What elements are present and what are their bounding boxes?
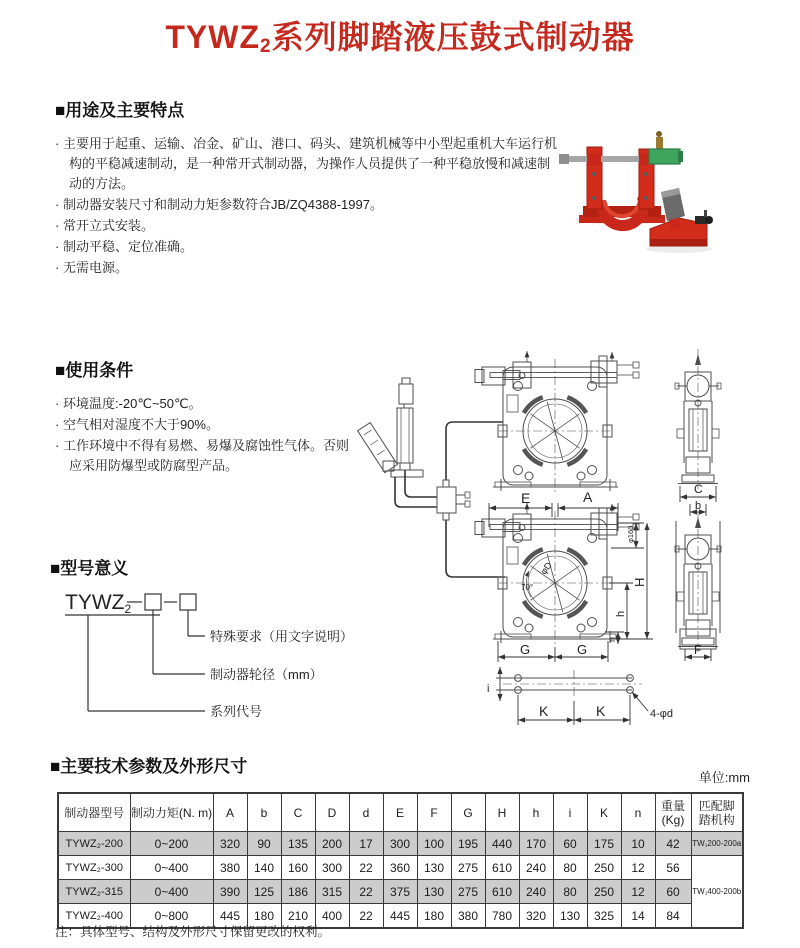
cell-dim: 60 <box>553 832 587 856</box>
plate-dimensions <box>496 667 648 725</box>
cell-dim: 90 <box>247 832 281 856</box>
cell-dim: 22 <box>349 856 383 880</box>
cell-weight: 42 <box>655 832 691 856</box>
col-weight-line1: 重量 <box>660 798 685 813</box>
dim-label-b: b <box>695 500 702 512</box>
specs-table <box>57 792 744 929</box>
footer-note: 注：具体型号、结构及外形尺寸保留更改的权利。 <box>55 925 331 939</box>
technical-drawing <box>355 345 800 747</box>
cell-dim: 780 <box>485 904 519 929</box>
conditions-list <box>55 394 360 476</box>
cell-model: TYWZ₂-200 <box>58 832 130 856</box>
col-dim: F <box>417 793 451 832</box>
cell-weight: 84 <box>655 904 691 929</box>
dim-label-A: A <box>583 489 593 505</box>
spec-row <box>58 856 743 880</box>
col-dim: A <box>213 793 247 832</box>
pedal-lever <box>358 423 398 473</box>
cell-dim: 440 <box>485 832 519 856</box>
dim-label-C: C <box>694 482 703 496</box>
cell-dim: 100 <box>417 832 451 856</box>
conditions-heading: ■使用条件 <box>55 361 134 380</box>
cell-dim: 610 <box>485 856 519 880</box>
cell-dim: 22 <box>349 880 383 904</box>
col-dim: h <box>519 793 553 832</box>
specs-heading: ■主要技术参数及外形尺寸 <box>50 757 248 776</box>
cell-pedal-merged: TW₁400-200b <box>691 856 743 929</box>
cell-dim: 275 <box>451 856 485 880</box>
feature-item: · 无需电源。 <box>55 260 128 275</box>
col-dim: n <box>621 793 655 832</box>
cell-model: TYWZ₂-315 <box>58 880 130 904</box>
cell-dim: 325 <box>587 904 621 929</box>
section-conditions <box>55 356 360 477</box>
dim-label-K-right: K <box>596 703 606 719</box>
feature-item: · 制动器安装尺寸和制动力矩参数符合JB/ZQ4388-1997。 <box>55 197 383 212</box>
dim-label-F: F <box>694 643 702 657</box>
model-label-special: 特殊要求（用文字说明） <box>210 629 354 644</box>
col-dim: G <box>451 793 485 832</box>
cell-dim: 320 <box>213 832 247 856</box>
cell-dim: 360 <box>383 856 417 880</box>
title-subscript: 2 <box>260 36 272 57</box>
cell-dim: 250 <box>587 856 621 880</box>
cell-dim: 22 <box>349 904 383 929</box>
section-features <box>55 96 560 279</box>
cell-dim: 375 <box>383 880 417 904</box>
cell-dim: 210 <box>281 904 315 929</box>
col-weight-line2: (Kg) <box>661 812 685 827</box>
col-pedal-line2: 踏机构 <box>698 812 735 827</box>
cell-dim: 180 <box>417 904 451 929</box>
cell-dim: 200 <box>315 832 349 856</box>
cell-dim: 135 <box>281 832 315 856</box>
col-dim: H <box>485 793 519 832</box>
model-label-wheel: 制动器轮径（mm） <box>210 667 323 682</box>
condition-item: · 空气相对湿度不大于90%。 <box>55 417 219 432</box>
col-dim: b <box>247 793 281 832</box>
foot-pedal-pump <box>358 378 423 477</box>
brake-photo <box>559 131 713 253</box>
product-photo <box>557 116 795 298</box>
col-pedal-line1: 匹配脚 <box>698 798 735 813</box>
cell-model: TYWZ₂-300 <box>58 856 130 880</box>
cell-dim: 12 <box>621 880 655 904</box>
model-code-subscript: 2 <box>124 602 132 616</box>
cell-weight: 60 <box>655 880 691 904</box>
dim-label-phiD: φD <box>538 560 554 577</box>
dim-label-K-left: K <box>539 703 549 719</box>
cell-dim: 300 <box>383 832 417 856</box>
side-view-dimensioned <box>675 512 721 652</box>
cell-dim: 175 <box>587 832 621 856</box>
cell-dim: 80 <box>553 856 587 880</box>
cell-dim: 195 <box>451 832 485 856</box>
cell-dim: 10 <box>621 832 655 856</box>
side-view-top <box>675 349 721 489</box>
cell-dim: 610 <box>485 880 519 904</box>
col-model: 制动器型号 <box>58 793 130 832</box>
unit-note: 单位:mm <box>698 770 750 785</box>
cell-dim: 250 <box>587 880 621 904</box>
cell-dim: 130 <box>417 856 451 880</box>
cell-dim: 445 <box>213 904 247 929</box>
col-dim: C <box>281 793 315 832</box>
cell-torque: 0~200 <box>130 832 213 856</box>
dim-label-phi160: φ160 <box>626 525 635 543</box>
features-heading: ■用途及主要特点 <box>55 101 185 120</box>
col-dim: i <box>553 793 587 832</box>
model-label-series: 系列代号 <box>210 704 263 719</box>
front-view-dimensioned <box>475 503 639 647</box>
cell-dim: 140 <box>247 856 281 880</box>
cell-dim: 186 <box>281 880 315 904</box>
dim-label-n: n <box>607 636 617 642</box>
header-row <box>58 793 743 832</box>
section-specs <box>50 752 750 929</box>
dim-label-G-right: G <box>577 642 588 657</box>
cell-torque: 0~800 <box>130 904 213 929</box>
cell-dim: 17 <box>349 832 383 856</box>
cell-weight: 56 <box>655 856 691 880</box>
col-torque: 制动力矩(N. m) <box>130 793 213 832</box>
col-dim: K <box>587 793 621 832</box>
cell-dim: 320 <box>519 904 553 929</box>
cell-torque: 0~400 <box>130 856 213 880</box>
cell-dim: 240 <box>519 856 553 880</box>
cell-dim: 170 <box>519 832 553 856</box>
dim-label-E: E <box>521 490 531 506</box>
dim-label-G-left: G <box>520 642 531 657</box>
junction-block <box>437 480 470 520</box>
cell-dim: 390 <box>213 880 247 904</box>
cell-dim: 130 <box>553 904 587 929</box>
mounting-plate-plan <box>503 670 642 698</box>
model-code <box>65 591 131 616</box>
cell-dim: 160 <box>281 856 315 880</box>
hydraulic-cylinder-green <box>649 149 680 164</box>
cell-dim: 12 <box>621 856 655 880</box>
col-dim: d <box>349 793 383 832</box>
dim-label-h: h <box>615 610 627 617</box>
features-list <box>55 134 560 278</box>
cell-dim: 300 <box>315 856 349 880</box>
cell-dim: 380 <box>451 904 485 929</box>
dim-label-holes: 4-φd <box>650 708 674 720</box>
spec-row <box>58 880 743 904</box>
model-meaning-diagram <box>55 584 400 736</box>
condition-item: · 工作环境中不得有易燃、易爆及腐蚀性气体。否则应采用防爆型或防腐型产品。 <box>55 438 349 473</box>
cell-dim: 275 <box>451 880 485 904</box>
title-series-code: TYWZ <box>165 19 261 55</box>
dim-label-angle: 70° <box>521 583 534 592</box>
dim-label-H: H <box>632 577 647 587</box>
col-weight <box>655 793 691 832</box>
feature-item: · 制动平稳、定位准确。 <box>55 239 193 254</box>
cell-dim: 125 <box>247 880 281 904</box>
cell-dim: 80 <box>553 880 587 904</box>
cell-pedal: TW₁200-200a <box>691 832 743 856</box>
title-text: 系列脚踏液压鼓式制动器 <box>271 19 635 55</box>
spec-row <box>58 832 743 856</box>
dim-label-i: i <box>487 683 490 695</box>
model-code-prefix: TYWZ <box>65 591 125 614</box>
col-dim: D <box>315 793 349 832</box>
page-title <box>0 12 800 58</box>
front-view-top <box>475 351 639 495</box>
col-pedal <box>691 793 743 832</box>
feature-item: · 主要用于起重、运输、冶金、矿山、港口、码头、建筑机械等中小型起重机大车运行机构的平稳减速制动，是一种常开式制动器，为操作人员提供了一种平稳放慢和减速制动的方法。 <box>55 136 557 191</box>
col-dim: E <box>383 793 417 832</box>
cell-dim: 130 <box>417 880 451 904</box>
cell-dim: 315 <box>315 880 349 904</box>
condition-item: · 环境温度:-20℃~50℃。 <box>55 396 202 411</box>
cell-dim: 14 <box>621 904 655 929</box>
model-meaning-heading: ■型号意义 <box>50 559 129 578</box>
feature-item: · 常开立式安装。 <box>55 218 154 233</box>
cell-dim: 400 <box>315 904 349 929</box>
cell-dim: 240 <box>519 880 553 904</box>
cell-dim: 380 <box>213 856 247 880</box>
cell-model: TYWZ₂-400 <box>58 904 130 929</box>
cell-dim: 180 <box>247 904 281 929</box>
cell-dim: 445 <box>383 904 417 929</box>
cell-torque: 0~400 <box>130 880 213 904</box>
